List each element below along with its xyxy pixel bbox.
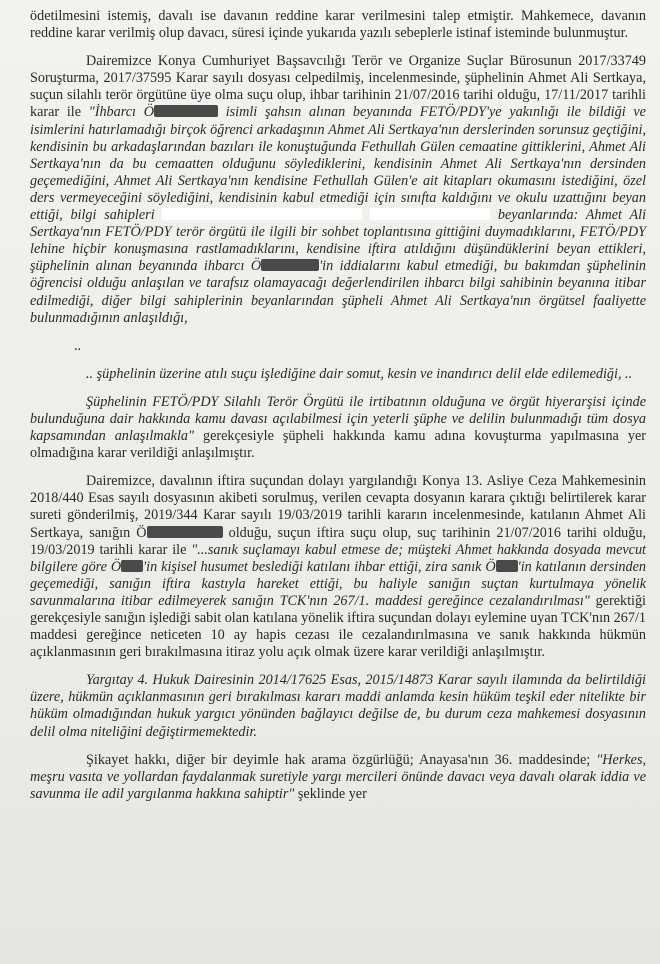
quote-conclusion: Şüphelinin FETÖ/PDY Silahlı Terör Örgütü ile irtibatının olduğuna ve örgüt hiyerarşisi içinde bulunduğuna dair hakkında kamu davası açılabilmesi için yeterli şüphe ve delilin bulunmadığı tüm dosya kapsamından anlaşılmakla"	[30, 393, 646, 445]
paragraph-7	[30, 752, 646, 803]
para7-tail: şeklinde yer	[297, 785, 367, 802]
ellipsis: ..	[74, 337, 82, 354]
redaction-white	[370, 208, 490, 220]
redaction-mark	[147, 526, 223, 538]
redaction-mark	[154, 105, 218, 117]
quote-court-3: 'in katılanın dersinden geçemediği, sanığın iftira kastıyla hareket ettiği, bu haliyle sanığın suçtan kurtulmaya yönelik savunmalarına itibar edilmeyerek sanığın TCK'nın 267/1. maddesi gereğince cezalandırılması"	[30, 558, 646, 609]
para7-intro: Şikayet hakkı, diğer bir deyimle hak arama özgürlüğü; Anayasa'nın 36. maddesinde;	[86, 751, 591, 768]
paragraph-6: Yargıtay 4. Hukuk Dairesinin 2014/17625 Esas, 2015/14873 Karar sayılı ilamında da belirtildiği üzere, hükmün açıklanmasının geri bırakılması kararı maddi anlamda kesin hüküm teşkil eder nitelikte bir hüküm olmadığından hukuk yargıcı yönünden bağlayıcı değilse de, bu durum ceza mahkemesi dosyasının delil olma niteliğini değiştirmemektedir.	[30, 672, 646, 740]
redaction-white	[162, 208, 362, 220]
redaction-mark	[121, 560, 143, 572]
quote-suspect: 'in iddialarını kabul etmediği, bu bakımdan şüphelinin öğrencisi olduğu anlaşılan ve tarafsız olamayacağı değerlendirilen ihbarcı bilgi sahibinin beyanına itibar edilmediği, diğer bilgi sahiplerinin beyanlarından şüpheli Ahmet Ali Sertkaya'nın örgütsel faaliyette bulunmadığının anlaşıldığı,	[30, 258, 646, 326]
para5-tail: gerektiği gerekçesiyle sanığın işlediği sabit olan katılana yönelik iftira suçundan dolayı eylemine uyan TCK'nın 267/1 maddesi gereğince neticeten 10 ay hapis cezası ile cezalandırılmasına ve sanık hakkında hükmün açıklanmasının geri bırakılmasına itiraz yolu açık olmak üzere karar verildiği anlaşılmıştır.	[30, 592, 647, 661]
quote-informant: "İhbarcı Ö	[88, 104, 154, 121]
paragraph-1: ödetilmesini istemiş, davalı ise davanın reddine karar verilmesini talep etmiştir. Mahkemece, davanın reddine karar verilmiş olup davacı, süresi içinde yukarıda yazılı sebeplerle istinaf isteminde bulunmuştur.	[30, 8, 646, 42]
para4-tail: gerekçesiyle şüpheli hakkında kamu adına kovuşturma yapılmasına yer olmadığına karar verildiği anlaşılmıştır.	[30, 428, 646, 462]
redaction-mark	[496, 560, 518, 572]
redaction-mark	[261, 259, 319, 271]
para2-intro: Dairemizce Konya Cumhuriyet Başsavcılığı Terör ve Organize Suçlar Bürosunun 2017/33749 Soruşturma, 2017/37595 Karar sayılı dosyası celpedilmiş, incelenmesinde, şüphelinin Ahmet Ali Sertkaya, suçun silahlı terör örgütüne üye olma suçu olup, ihbar tarihinin 21/07/2016 tarihi olduğu, 17/11/2017 tarihli karar ile	[30, 53, 646, 121]
paragraph-2	[30, 53, 646, 327]
paragraph-4	[30, 394, 646, 462]
quote-constitution: "Herkes, meşru vasıta ve yollardan faydalanmak suretiyle yargı mercileri önünde davacı veya davalı olarak iddia ve savunma ile adil yargılanma hakkına sahiptir"	[30, 751, 647, 802]
para5-mid: olduğu, suçun iftira suçu olup, suç tarihinin 21/07/2016 tarihi olduğu, 19/03/2019 tarihli karar ile	[30, 524, 647, 558]
paragraph-3: .. şüphelinin üzerine atılı suçu işlediğine dair somut, kesin ve inandırıcı delil elde edilemediği, ..	[86, 365, 633, 382]
quote-court-1: "...sanık suçlamayı kabul etmese de; müşteki Ahmet hakkında dosyada mevcut bilgilere göre Ö	[30, 541, 646, 575]
quote-court-2: 'in kişisel husumet beslediği katılanı ihbar ettiği, zira sanık Ö	[143, 558, 496, 575]
quote-statement: isimli şahsın alınan beyanında FETÖ/PDY'ye yakınlığı ile bildiği ve isimlerini hatırlamadığı birçok öğrenci arkadaşının Ahmet Ali Sertkaya'nın derslerinden sorunsuz geçtiğini, kendisinin bu arkadaşlarından bazıları ile konuştuğunda Fethullah Gülen cemaatine gittiklerini, Ahmet Ali Sertkaya'nın da bu cemaatten olduğunu söylediklerini, kendisinin Ahmet Ali Sertkaya'nın dersinden geçemediğini, Ahmet Ali Sertkaya'nın kendisine Fethullah Gülen'e ait kitapları okumasını istediğini, özel ders vermeyeceğini söylediğini, kendisinin kabul etmediği için sınıfta kaldığını ve okulu uzattığını beyan ettiği, bilgi sahipleri	[30, 104, 646, 224]
paragraph-5	[30, 473, 646, 661]
para5-intro: Dairemizce, davalının iftira suçundan dolayı yargılandığı Konya 13. Asliye Ceza Mahkemesinin 2018/440 Esas sayılı dosyasının akibeti sorulmuş, verilen cevapta dosyanın karara çıktığı belirtilerek karar sureti gönderilmiş, 2019/344 Karar sayılı 19/03/2019 tarihli kararın incelenmesinde, katılanın Ahmet Ali Sertkaya, sanığın Ö	[30, 473, 646, 541]
quote-witnesses: beyanlarında: Ahmet Ali Sertkaya'nın FETÖ/PDY terör örgütü ile ilgili bir sohbet toplantısına gittiğini duymadıklarını, FETÖ/PDY lehine hiçbir konuşmasına rastlamadıklarını, kendisine iftira atıldığını düşündüklerini beyan ettikleri, şüphelinin alınan beyanında ihbarcı Ö	[30, 207, 647, 275]
